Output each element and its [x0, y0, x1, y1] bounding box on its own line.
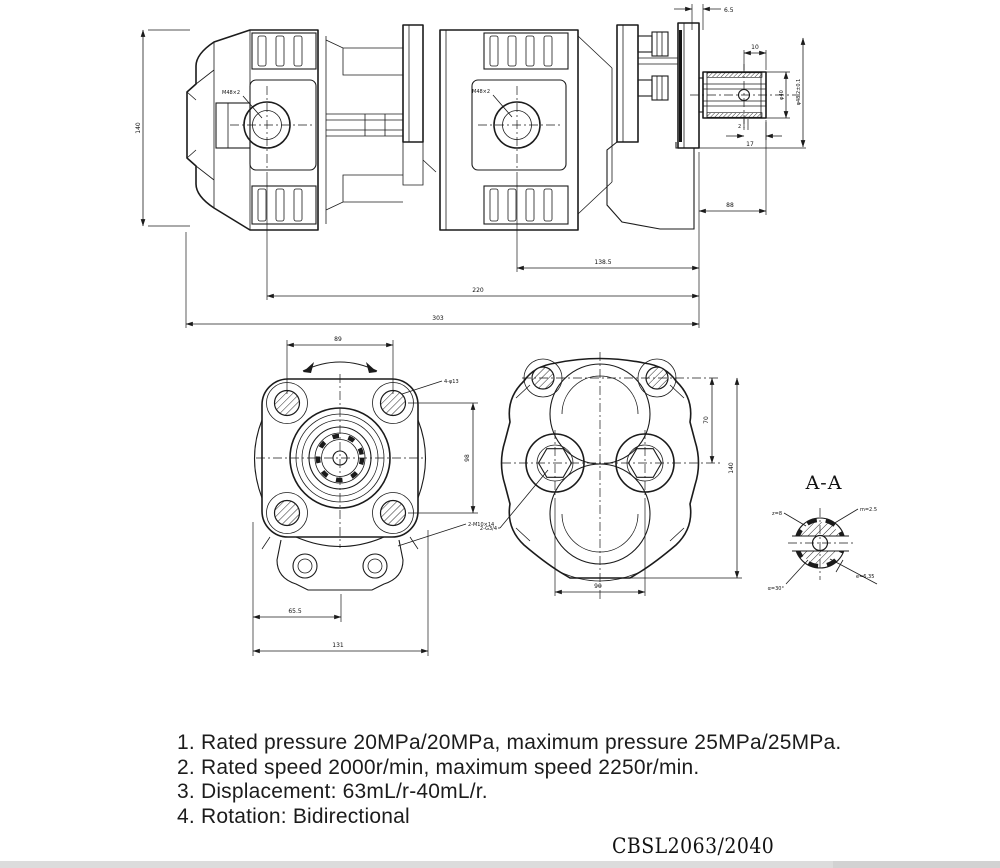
part-number: CBSL2063/2040 — [612, 834, 775, 858]
dim-131: 131 — [332, 642, 344, 649]
tie-rod-studs — [638, 32, 668, 100]
section-a-a — [768, 472, 877, 592]
front-view — [253, 336, 494, 656]
label-module: m=2.5 — [860, 507, 878, 513]
dim-rear-height — [612, 378, 742, 578]
spec-note-2: 2. Rated speed 2000r/min, maximum speed 2250r/min. — [177, 755, 700, 779]
section-title: A-A — [805, 472, 843, 494]
label-plugs: 2-G3/4 — [479, 526, 497, 532]
rear-view — [480, 352, 742, 600]
spec-notes — [177, 731, 841, 829]
dim-303: 303 — [432, 315, 444, 322]
dim-10: 10 — [751, 44, 759, 51]
dim-17: 17 — [746, 141, 754, 148]
dim-90: 90 — [594, 583, 602, 590]
lower-screws — [293, 554, 387, 578]
side-view — [135, 4, 806, 328]
dim-phi40: φ40 — [779, 90, 785, 100]
dim-140-rear: 140 — [728, 462, 735, 474]
label-teeth: z=8 — [772, 511, 782, 517]
dim-phi48: φ48.2±0.1 — [796, 78, 802, 106]
bottom-bar-left — [0, 861, 833, 868]
dim-70: 70 — [703, 416, 710, 424]
port2-label: M48×2 — [472, 89, 491, 95]
dim-98: 98 — [464, 454, 471, 462]
dim-height-140 — [135, 30, 190, 226]
label-angle: α=30° — [767, 586, 784, 592]
dim-stickout-6-5 — [674, 4, 734, 30]
label-pitch: e=6.35 — [856, 574, 875, 580]
spec-note-1: 1. Rated pressure 20MPa/20MPa, maximum pressure 25MPa/25MPa. — [177, 731, 842, 754]
label-4xphi13: 4-φ13 — [444, 379, 459, 385]
bottom-bar-right — [833, 861, 1000, 868]
dim-2: 2 — [738, 124, 742, 130]
dim-138-5: 138.5 — [594, 259, 612, 266]
dim-length-chain — [186, 172, 699, 328]
label-2xM10: 2-M10×14 — [468, 522, 495, 528]
dim-spline-17 — [726, 120, 782, 148]
spec-note-3: 3. Displacement: 63mL/r-40mL/r. — [177, 780, 488, 804]
dim-88: 88 — [726, 202, 734, 209]
rotation-arrow — [303, 362, 377, 373]
dim-220: 220 — [472, 287, 484, 294]
dim-pilot-dia — [699, 38, 806, 148]
port-callout-2 — [472, 89, 512, 117]
spec-note-4: 4. Rotation: Bidirectional — [177, 804, 410, 828]
dim-ear-to-center — [703, 378, 712, 463]
port1-label: M48×2 — [222, 90, 241, 96]
dim-89: 89 — [334, 336, 342, 343]
dim-65-5: 65.5 — [288, 608, 302, 615]
dim-6-5: 6.5 — [724, 7, 734, 14]
dim-bolt-span-h — [287, 336, 393, 394]
dim-groove-2 — [738, 119, 748, 130]
dim-140: 140 — [135, 122, 142, 134]
dim-spline-10 — [744, 44, 766, 70]
